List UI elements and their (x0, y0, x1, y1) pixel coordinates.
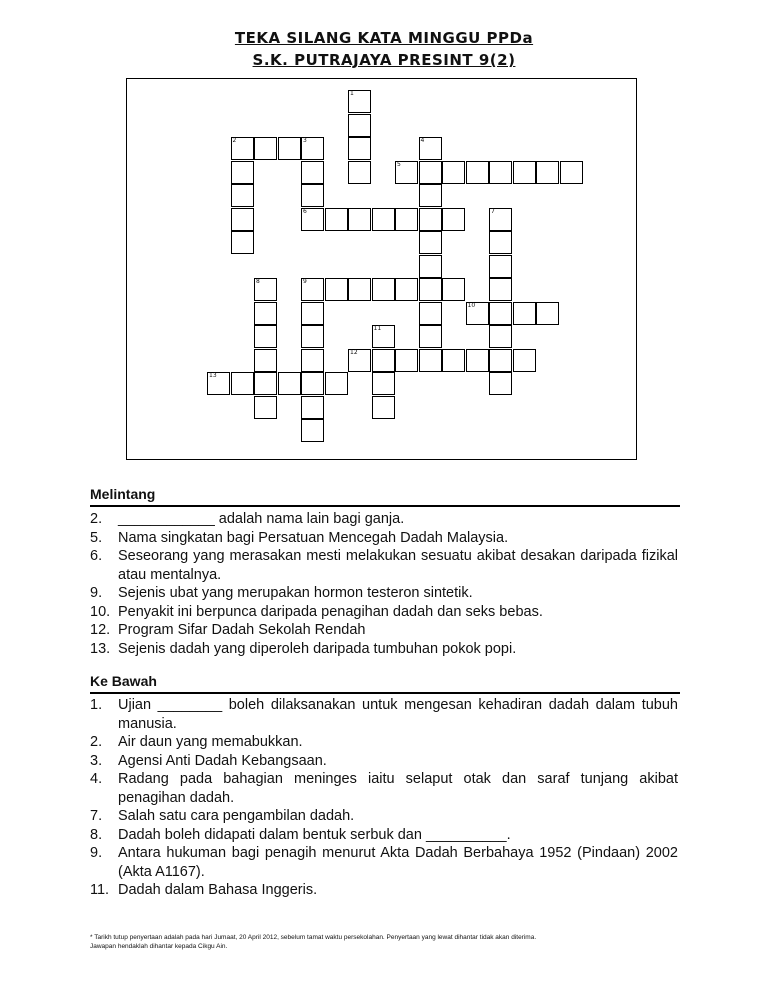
crossword-cell[interactable] (466, 349, 489, 372)
clue-text: Nama singkatan bagi Persatuan Mencegah Dadah Malaysia. (118, 529, 509, 546)
crossword-cell[interactable] (419, 349, 442, 372)
clue-number-label: 9 (303, 278, 307, 285)
down-clue (90, 807, 678, 826)
melintang-rule (90, 505, 680, 507)
crossword-cell[interactable] (419, 325, 442, 348)
crossword-cell[interactable] (325, 208, 348, 231)
crossword-cell[interactable] (254, 396, 277, 419)
clue-number: 11. (90, 882, 110, 898)
crossword-cell[interactable] (372, 349, 395, 372)
crossword-cell[interactable] (372, 278, 395, 301)
crossword-cell[interactable] (348, 114, 371, 137)
clue-text: Penyakit ini berpunca daripada penagihan dadah dan seks bebas. (118, 603, 543, 620)
clue-number: 10. (90, 603, 111, 620)
clue-text: Ujian ________ boleh dilaksanakan untuk mengesan kehadiran dadah dalam tubuh manusia. (118, 697, 678, 732)
crossword-cell[interactable] (372, 372, 395, 395)
crossword-cell[interactable] (489, 372, 512, 395)
crossword-cell[interactable] (325, 278, 348, 301)
clue-number-label: 11 (373, 325, 382, 332)
down-clue-list (90, 696, 678, 900)
crossword-cell[interactable] (395, 349, 418, 372)
crossword-cell[interactable] (278, 372, 301, 395)
crossword-cell[interactable] (301, 137, 324, 160)
clue-number: 6. (90, 548, 103, 564)
kebawah-heading: Ke Bawah (90, 673, 157, 689)
clue-number: 7. (90, 808, 103, 824)
crossword-cell[interactable] (301, 325, 324, 348)
crossword-cell[interactable] (466, 161, 489, 184)
across-clue (90, 603, 678, 622)
down-clue (90, 770, 678, 807)
clue-text: Dadah boleh didapati dalam bentuk serbuk dan __________. (118, 826, 511, 843)
crossword-cell[interactable] (231, 184, 254, 207)
down-clue (90, 844, 678, 881)
crossword-cell[interactable] (489, 161, 512, 184)
crossword-cell[interactable] (513, 349, 536, 372)
crossword-cell[interactable] (489, 325, 512, 348)
crossword-cell[interactable] (419, 302, 442, 325)
crossword-cell[interactable] (395, 278, 418, 301)
crossword-cell[interactable] (513, 161, 536, 184)
page-title: TEKA SILANG KATA MINGGU PPDa (234, 29, 534, 47)
across-clue (90, 529, 678, 548)
crossword-cell[interactable] (254, 349, 277, 372)
clue-text: Air daun yang memabukkan. (118, 734, 303, 750)
crossword-cell[interactable] (419, 184, 442, 207)
clue-number: 9. (90, 585, 103, 601)
clue-number: 3. (90, 752, 103, 769)
crossword-cell[interactable] (301, 372, 324, 395)
crossword-cell[interactable] (301, 278, 324, 301)
down-clue (90, 752, 678, 771)
crossword-cell[interactable] (442, 161, 465, 184)
crossword-cell[interactable] (254, 325, 277, 348)
crossword-cell[interactable] (489, 349, 512, 372)
clue-number: 5. (90, 529, 103, 546)
crossword-cell[interactable] (513, 302, 536, 325)
down-clue (90, 881, 678, 900)
clue-number: 2. (90, 511, 103, 527)
crossword-cell[interactable] (231, 372, 254, 395)
across-clue (90, 621, 678, 640)
clue-number-label: 5 (397, 160, 401, 168)
down-clue (90, 696, 678, 733)
crossword-cell[interactable] (254, 372, 277, 395)
clue-number: 1. (90, 697, 103, 713)
footnote-line: * Tarikh tutup penyertaan adalah pada hari Jumaat, 20 April 2012, sebelum tamat waktu persekolahan. Penyertaan yang lewat dihantar tidak akan diterima. (90, 934, 537, 941)
crossword-cell[interactable] (419, 255, 442, 278)
melintang-heading: Melintang (90, 486, 156, 502)
crossword-cell[interactable] (372, 396, 395, 419)
crossword-cell[interactable] (301, 349, 324, 372)
crossword-cell[interactable] (231, 208, 254, 231)
crossword-cell[interactable] (466, 302, 489, 325)
page-subtitle: S.K. PUTRAJAYA PRESINT 9(2) (252, 51, 516, 69)
clue-number-label: 6 (303, 207, 307, 215)
crossword-cell[interactable] (254, 302, 277, 325)
clue-number-label: 1 (350, 90, 354, 97)
crossword-cell[interactable] (231, 161, 254, 184)
crossword-cell[interactable] (301, 396, 324, 419)
crossword-cell[interactable] (536, 161, 559, 184)
across-clue (90, 510, 678, 529)
clue-number: 8. (90, 826, 103, 843)
clue-number-label: 2 (232, 137, 237, 144)
clue-text: Sejenis dadah yang diperoleh daripada tumbuhan pokok popi. (118, 640, 517, 657)
clue-number: 13. (90, 640, 111, 657)
clue-number: 9. (90, 845, 103, 861)
down-clue (90, 733, 678, 752)
crossword-cell[interactable] (231, 137, 254, 160)
crossword-cell[interactable] (301, 184, 324, 207)
clue-number: 4. (90, 771, 103, 787)
clue-text: Dadah dalam Bahasa Inggeris. (118, 882, 318, 898)
clue-number-label: 12 (350, 348, 358, 356)
clue-number-label: 7 (491, 207, 495, 215)
across-clue (90, 640, 678, 659)
crossword-cell[interactable] (348, 161, 371, 184)
crossword-cell[interactable] (419, 161, 442, 184)
clue-number: 2. (90, 734, 103, 750)
crossword-cell[interactable] (348, 137, 371, 160)
crossword-cell[interactable] (348, 208, 371, 231)
crossword-cell[interactable] (489, 208, 512, 231)
crossword-cell[interactable] (442, 349, 465, 372)
crossword-cell[interactable] (301, 302, 324, 325)
crossword-cell[interactable] (489, 255, 512, 278)
kebawah-rule (90, 692, 680, 694)
clue-text: Radang pada bahagian meninges iaitu selaput otak dan saraf tunjang akibat penagihan dadah. (118, 771, 678, 806)
crossword-cell[interactable] (207, 372, 230, 395)
clue-text: Antara hukuman bagi penagih menurut Akta Dadah Berbahaya 1952 (Pindaan) 2002 (Akta A1167). (118, 845, 678, 880)
clue-text: ____________ adalah nama lain bagi ganja. (118, 511, 405, 527)
crossword-cell[interactable] (278, 137, 301, 160)
down-clue (90, 826, 678, 845)
crossword-cell[interactable] (301, 419, 324, 442)
crossword-cell[interactable] (536, 302, 559, 325)
crossword-cell[interactable] (489, 278, 512, 301)
crossword-cell[interactable] (395, 161, 418, 184)
across-clue-list (90, 510, 678, 658)
crossword-cell[interactable] (348, 349, 371, 372)
crossword-cell[interactable] (372, 325, 395, 348)
clue-text: Seseorang yang merasakan mesti melakukan sesuatu akibat desakan daripada fizikal atau mentalnya. (118, 548, 678, 583)
crossword-cell[interactable] (419, 231, 442, 254)
crossword-cell[interactable] (325, 372, 348, 395)
footnote (90, 933, 690, 951)
crossword-cell[interactable] (419, 208, 442, 231)
crossword-cell[interactable] (560, 161, 583, 184)
crossword-cell[interactable] (419, 137, 442, 160)
clue-text: Agensi Anti Dadah Kebangsaan. (118, 752, 327, 769)
crossword-cell[interactable] (419, 278, 442, 301)
clue-text: Program Sifar Dadah Sekolah Rendah (118, 622, 366, 638)
clue-number-label: 3 (303, 137, 307, 144)
crossword-cell[interactable] (231, 231, 254, 254)
crossword-cell[interactable] (442, 208, 465, 231)
clue-text: Salah satu cara pengambilan dadah. (118, 808, 355, 824)
crossword-cell[interactable] (372, 208, 395, 231)
crossword-cell[interactable] (301, 161, 324, 184)
across-clue (90, 584, 678, 603)
clue-number-label: 8 (256, 278, 260, 285)
crossword-cell[interactable] (489, 302, 512, 325)
crossword-cell[interactable] (254, 137, 277, 160)
crossword-cell[interactable] (348, 278, 371, 301)
crossword-cell[interactable] (395, 208, 418, 231)
clue-text: Sejenis ubat yang merupakan hormon testeron sintetik. (118, 585, 473, 601)
crossword-cell[interactable] (301, 208, 324, 231)
clue-number: 12. (90, 622, 111, 638)
clue-number-label: 10 (467, 301, 476, 309)
clue-number-label: 4 (420, 137, 425, 144)
crossword-cell[interactable] (442, 278, 465, 301)
crossword-grid (0, 0, 768, 460)
clue-number-label: 13 (209, 372, 217, 379)
footnote-line: Jawapan hendaklah dihantar kepada Cikgu Ain. (90, 943, 228, 950)
crossword-cell[interactable] (489, 231, 512, 254)
across-clue (90, 547, 678, 584)
crossword-cell[interactable] (348, 90, 371, 113)
crossword-cell[interactable] (254, 278, 277, 301)
